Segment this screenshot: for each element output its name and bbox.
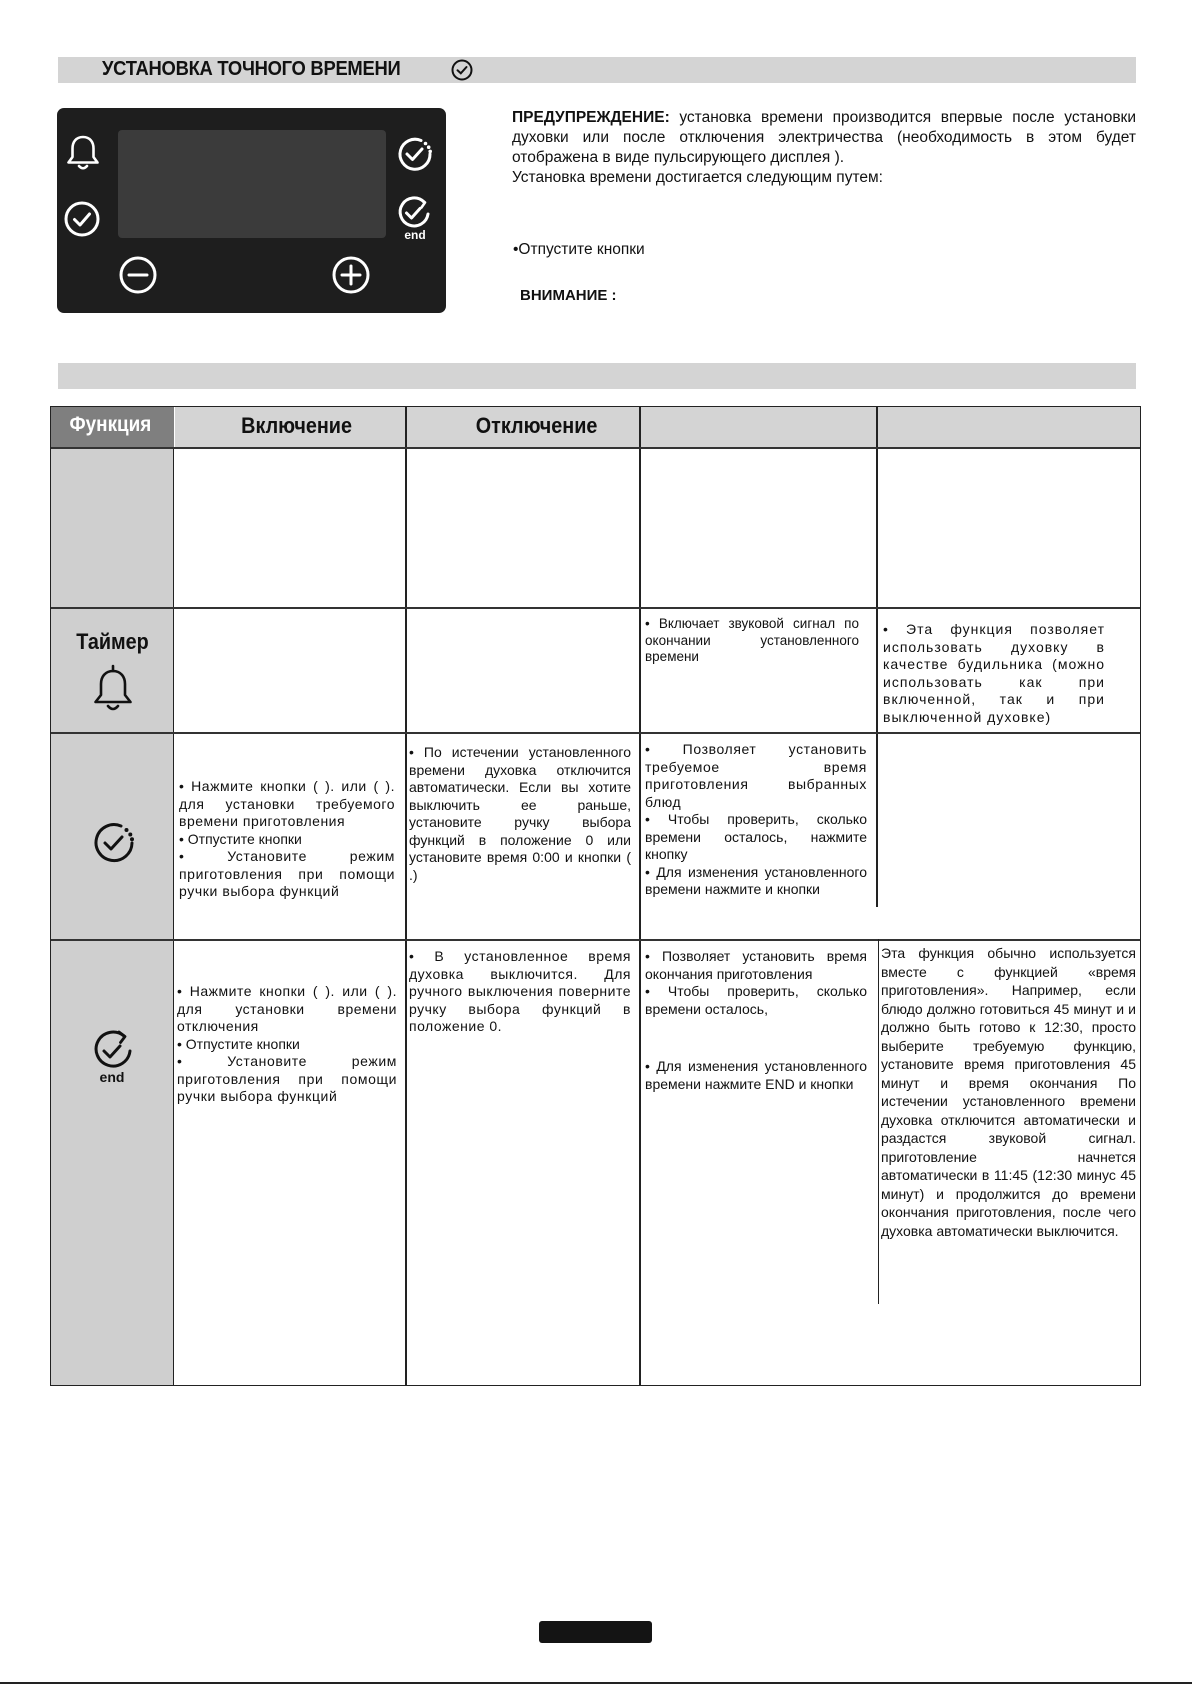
- timer-label: Таймер: [76, 629, 149, 654]
- attention-label: ВНИМАНИЕ :: [520, 287, 617, 304]
- grid-line: [51, 732, 1140, 734]
- minus-icon[interactable]: [117, 254, 159, 296]
- timer-description: • Включает звуковой сигнал по окончании установленного времени: [645, 616, 859, 664]
- control-panel: [57, 108, 446, 313]
- grid-line: [639, 407, 641, 1385]
- grid-line: [878, 939, 879, 1304]
- duration-off-text: • По истечении установленного времени духовка отключится автоматически. Если вы хотите выключить ее раньше, установите ручку выбора функций в положение 0 или установите время 0:00 и кнопки ( .): [409, 744, 631, 883]
- clock-check-icon[interactable]: [61, 198, 103, 240]
- header-col4: [641, 407, 877, 447]
- duration-description: [645, 741, 867, 899]
- end-desc-2: • Чтобы проверить, сколько времени осталось,: [645, 983, 867, 1017]
- end-on-steps: [177, 983, 397, 1106]
- page-number-bar: [539, 1621, 652, 1643]
- grid-line: [51, 447, 1140, 449]
- bell-icon[interactable]: [62, 132, 104, 174]
- grid-line: [405, 407, 407, 1385]
- end-desc-3: [645, 1018, 867, 1058]
- section-header-timer: [58, 363, 1136, 389]
- end-label: end: [404, 228, 426, 241]
- end-timer-icon: [89, 1027, 139, 1085]
- header-function-label: Функция: [69, 413, 152, 436]
- duration-desc-1: • Позволяет установить требуемое время приготовления выбранных блюд: [645, 741, 867, 810]
- warning-text: [512, 108, 1136, 188]
- grid-line: [51, 607, 1140, 609]
- section-header-clock: [58, 57, 1136, 83]
- end-description: [645, 948, 867, 1093]
- duration-timer-icon: [89, 818, 139, 868]
- header-off: [407, 407, 640, 447]
- header-off-label: Отключение: [475, 413, 598, 438]
- header-on: [175, 407, 406, 447]
- duration-on-step-3: • Установите режим приготовления при помощи ручки выбора функций: [179, 848, 395, 899]
- grid-line: [876, 407, 878, 907]
- duration-on-step-2: • Отпустите кнопки: [179, 830, 302, 847]
- display-screen: [118, 130, 386, 238]
- duration-desc-2: • Чтобы проверить, сколько времени осталось, нажмите кнопку: [645, 811, 867, 862]
- duration-timer-icon[interactable]: [394, 133, 436, 175]
- section-title: УСТАНОВКА ТОЧНОГО ВРЕМЕНИ: [102, 58, 401, 80]
- release-buttons-text: •Отпустите кнопки: [513, 241, 645, 258]
- end-on-step-3: • Установите режим приготовления при помощи ручки выбора функций: [177, 1053, 397, 1104]
- end-label: end: [99, 1069, 125, 1085]
- duration-on-steps: [179, 778, 395, 901]
- bottom-rule: [0, 1682, 1192, 1684]
- header-on-label: Включение: [241, 413, 352, 438]
- bell-icon: [89, 663, 137, 715]
- function-column: [51, 407, 174, 1385]
- end-notes: Эта функция обычно используется вместе с функцией «время приготовления». Например, если блюдо должно готовиться 45 минут и и должно быть готово к 12:30, просто выберите требуемую функцию, установите время приготовления 45 минут и время окончания По истечении установленного времени духовка отключится автоматически и раздастся звуковой сигнал. приготовление начнется автоматически в 11:45 (12:30 минус 45 минут) и продолжится до времени окончания приготовления, после чего духовка автоматически выключится.: [881, 945, 1136, 1239]
- timer-notes: • Эта функция позволяет использовать духовку в качестве будильника (можно использовать как при включенной, так и при выключенной духовке): [883, 621, 1105, 725]
- warning-line2: Установка времени достигается следующим путем:: [512, 169, 883, 186]
- end-desc-4: • Для изменения установленного времени нажмите END и кнопки: [645, 1058, 867, 1092]
- header-col5: [878, 407, 1140, 447]
- plus-icon[interactable]: [330, 254, 372, 296]
- end-on-step-2: • Отпустите кнопки: [177, 1035, 300, 1052]
- end-desc-1: • Позволяет установить время окончания приготовления: [645, 948, 867, 982]
- warning-label: ПРЕДУПРЕЖДЕНИЕ:: [512, 109, 670, 126]
- end-on-step-1: • Нажмите кнопки ( ). или ( ). для установки времени отключения: [177, 983, 397, 1034]
- grid-line: [51, 939, 1140, 941]
- header-function: [51, 407, 174, 447]
- duration-desc-3: • Для изменения установленного времени нажмите и кнопки: [645, 863, 867, 897]
- end-off-text: • В установленное время духовка выключится. Для ручного выключения поверните ручку выбора функций в положение 0.: [409, 948, 631, 1034]
- clock-check-icon: [450, 58, 474, 82]
- duration-on-step-1: • Нажмите кнопки ( ). или ( ). для установки требуемого времени приготовления: [179, 778, 395, 829]
- function-table: [50, 406, 1141, 1386]
- warning-body: установка времени производится впервые после установки духовки или после отключения электричества (необходимость в этом будет отображена в виде пульсирующего дисплея ).: [512, 109, 1136, 166]
- end-timer-icon[interactable]: [394, 193, 436, 241]
